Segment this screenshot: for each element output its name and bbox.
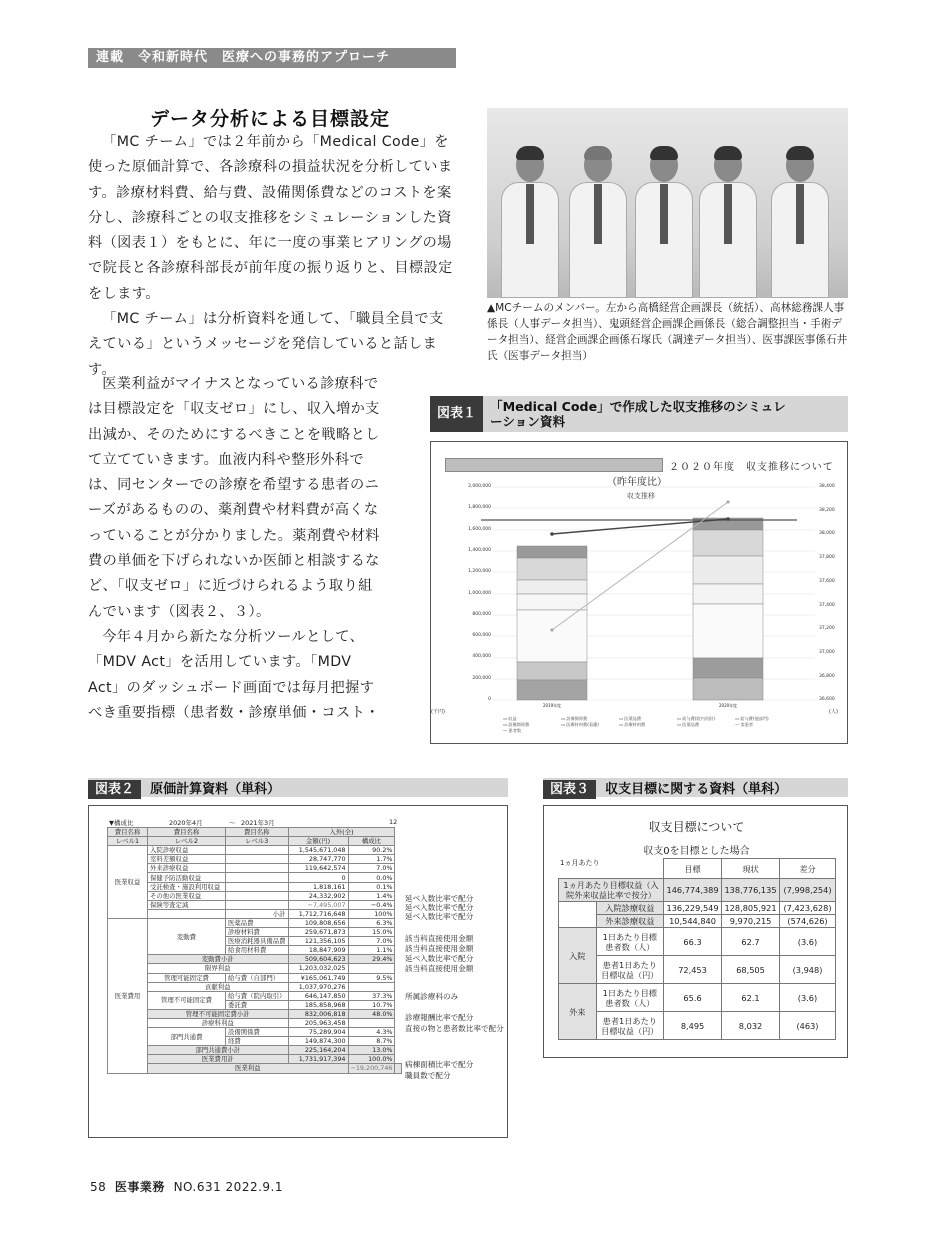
fig2-top-label: ▼構成比: [109, 819, 134, 827]
amount: 18,847,909: [288, 946, 348, 955]
row-label: 設備関係費: [226, 1028, 289, 1037]
hdr-cell: 費目名称: [108, 828, 148, 837]
y-tick-right: 36,800: [819, 673, 835, 679]
row-label: 保健予防活動収益: [148, 873, 226, 882]
amount: 121,356,105: [288, 937, 348, 946]
y-tick-right: 38,000: [819, 531, 835, 537]
row-label: 貢献利益: [148, 982, 289, 991]
person-figure: [635, 148, 693, 298]
article-body-lower: [88, 372, 384, 726]
row-label: その他の医業収益: [148, 891, 226, 900]
issue-info: NO.631 2022.9.1: [173, 1180, 283, 1194]
value-cell: 8,032: [722, 1012, 780, 1040]
chart-legend: [503, 716, 833, 734]
article-body-upper: [88, 130, 456, 383]
unit-left: (千円): [431, 709, 445, 715]
group-cell: 外来: [559, 984, 597, 1040]
amount: 28,747,770: [288, 855, 348, 864]
hdr-cell: レベル3: [226, 837, 289, 846]
amount: 1,818,161: [288, 882, 348, 891]
point: [726, 517, 730, 521]
note: 該当科直接使用金額: [405, 934, 474, 943]
col-header: 現状: [722, 859, 780, 879]
y-tick-left: 400,000: [472, 654, 491, 660]
row-label: 診療科利益: [148, 1018, 289, 1027]
amount: 119,642,574: [288, 864, 348, 873]
person-figure: [569, 148, 627, 298]
value-cell: 65.6: [664, 984, 722, 1012]
ratio: 37.3%: [348, 991, 395, 1000]
y-tick-right: 37,800: [819, 555, 835, 561]
y-tick-left: 2,000,000: [468, 484, 491, 489]
point: [550, 628, 553, 631]
team-photo: [487, 108, 848, 298]
amount: 1,712,716,648: [288, 909, 348, 918]
paragraph-4: 今年４月から新たな分析ツールとして、「MDV Act」を活用しています。「MDV Act」のダッシュボード画面では毎月把握すべき重要指標（患者数・診療単価・コスト・: [88, 628, 380, 721]
ratio: 1.4%: [348, 891, 395, 900]
ratio: 1.7%: [348, 855, 395, 864]
value-cell: 8,495: [664, 1012, 722, 1040]
note: 該当科直接使用金額: [405, 944, 474, 953]
fig3-header: [543, 778, 848, 797]
value-cell: (3.6): [780, 928, 836, 956]
note: 職員数で配分: [405, 1071, 451, 1080]
hdr-cell: 入外(全): [288, 828, 395, 837]
fig3-per-month: 1ヵ月あたり: [560, 859, 600, 867]
ratio: 0.1%: [348, 882, 395, 891]
row-label: 1日あたり目標患者数（人）: [596, 928, 663, 956]
y-tick-left: 1,000,000: [468, 590, 491, 596]
magazine-name: 医事業務: [114, 1180, 165, 1194]
row-label: 受託検査・施設利用収益: [148, 882, 226, 891]
legend-item: ▭ 給与費(他部門): [735, 716, 769, 721]
group-cell: 医業収益: [108, 846, 148, 919]
ratio: 90.2%: [348, 846, 395, 855]
amount: ¥165,061,749: [288, 973, 348, 982]
hdr-cell: 費目名称: [226, 828, 289, 837]
ratio: 100.0%: [348, 1055, 395, 1064]
ratio: 15.0%: [348, 928, 395, 937]
note: 直接の物と患者数比率で配分: [405, 1024, 504, 1033]
row-label: 1ヵ月あたり目標収益（入院外来収益比率で按分）: [559, 879, 664, 902]
person-figure: [771, 148, 829, 298]
row-label: 医療消耗器具備品費: [226, 937, 289, 946]
legend-item: ▭ 設備関係費: [503, 722, 530, 727]
y-tick-right: 38,200: [819, 507, 835, 513]
fig1-chart-box: [430, 441, 848, 744]
y-tick-right: 38,400: [819, 484, 835, 489]
ratio: 1.1%: [348, 946, 395, 955]
fig3-table-title: 収支目標について: [648, 820, 745, 834]
y-tick-right: 37,600: [819, 578, 835, 584]
legend-item: ▭ 医薬品費: [619, 716, 642, 721]
amount: 24,332,902: [288, 891, 348, 900]
col-header: 差分: [780, 859, 836, 879]
value-cell: 128,805,921: [722, 902, 780, 915]
row-label: 管理可能固定費: [148, 973, 226, 982]
cost-table: [107, 827, 402, 1074]
hdr-cell: レベル1: [108, 837, 148, 846]
row-label: 委託費: [226, 1000, 289, 1009]
amount: 832,006,818: [288, 1009, 348, 1018]
fig1-header: [430, 396, 848, 432]
bar-2019: [517, 546, 587, 700]
group-cell: 変動費: [148, 918, 226, 954]
amount: 185,858,968: [288, 1000, 348, 1009]
row-label: 1日あたり目標患者数（人）: [596, 984, 663, 1012]
y-tick-right: 37,400: [819, 602, 835, 608]
amount: 0: [288, 873, 348, 882]
ratio: 48.0%: [348, 1009, 395, 1018]
row-label: 入院診療収益: [596, 902, 663, 915]
ratio: 4.3%: [348, 1028, 395, 1037]
ratio: 100%: [348, 909, 395, 918]
row-label: 室料差額収益: [148, 855, 226, 864]
row-label: 管理不可能固定費小計: [148, 1009, 289, 1018]
hdr-cell: 費目名称: [148, 828, 226, 837]
hdr-cell: 金額(円): [288, 837, 348, 846]
stacked-bar-chart: [431, 442, 849, 745]
y-tick-left: 1,200,000: [468, 569, 491, 575]
col-header: 目標: [664, 859, 722, 879]
amount: 1,203,032,025: [288, 964, 348, 973]
amount: −19,200,746: [348, 1064, 395, 1073]
y-tick-left: 800,000: [472, 611, 491, 617]
legend-item: ▭ 収益: [503, 716, 517, 721]
row-label: 医業費用計: [148, 1055, 289, 1064]
fig3-title: 収支目標に関する資料（単科）: [605, 782, 788, 797]
ratio: −0.4%: [348, 900, 395, 909]
value-cell: 62.1: [722, 984, 780, 1012]
amount: 259,671,873: [288, 928, 348, 937]
amount: 509,604,623: [288, 955, 348, 964]
y-tick-right: 37,200: [819, 626, 835, 632]
point: [550, 532, 554, 536]
hdr-cell: 構成比: [348, 837, 395, 846]
value-cell: (7,998,254): [780, 879, 836, 902]
amount: 1,037,970,276: [288, 982, 348, 991]
amount: 225,164,204: [288, 1046, 348, 1055]
value-cell: (3.6): [780, 984, 836, 1012]
row-label: 外来診療収益: [596, 915, 663, 928]
chart-inner-label: 収支推移: [627, 492, 655, 500]
fig2-box: [88, 805, 508, 1138]
group-cell: 部門共通費: [148, 1028, 226, 1046]
hdr-cell: レベル2: [148, 837, 226, 846]
ratio: 13.0%: [348, 1046, 395, 1055]
x-tick: 2020年度: [719, 703, 738, 708]
target-table: [558, 858, 836, 1040]
row-label: 診療材料費: [226, 928, 289, 937]
period-to: 2021年3月: [241, 819, 275, 827]
amount: 205,963,458: [288, 1018, 348, 1027]
row-label: 患者1日あたり目標収益（円）: [596, 1012, 663, 1040]
value-cell: 138,776,135: [722, 879, 780, 902]
y-tick-right: 37,000: [819, 649, 835, 655]
note: 該当科直接使用金額: [405, 964, 474, 973]
row-label: 入院診療収益: [148, 846, 226, 855]
ratio: 8.7%: [348, 1037, 395, 1046]
value-cell: (3,948): [780, 956, 836, 984]
chart-title: ２０２０年度 収支推移について: [669, 462, 834, 473]
amount: 646,147,850: [288, 991, 348, 1000]
fig2-title: 原価計算資料（単科）: [150, 782, 281, 797]
fig2-header: [88, 778, 508, 797]
value-cell: 66.3: [664, 928, 722, 956]
value-cell: 72,453: [664, 956, 722, 984]
amount: 109,808,656: [288, 918, 348, 927]
row-label: 限界利益: [148, 964, 289, 973]
page-number: 58: [90, 1180, 107, 1194]
value-cell: 10,544,840: [664, 915, 722, 928]
row-label: 経費: [226, 1037, 289, 1046]
ratio: 29.4%: [348, 955, 395, 964]
page-footer: [90, 1178, 283, 1195]
legend-item: ▭ 診療材料費: [619, 722, 646, 727]
note: 延べ入数比率で配分: [405, 903, 474, 912]
y-tick-left: 1,600,000: [468, 526, 491, 532]
paragraph-3: 医業利益がマイナスとなっている診療科では目標設定を「収支ゼロ」にし、収入増か支出減か、そのためにするべきことを戦略として立てていきます。血液内科や整形外科では、同センターでの診療を希望する患者のニーズがあるものの、薬剤費や材料費が高くなっていることが分かりました。薬剤費や材料費の単価を下げられないか医師と相談するなど、「収支ゼロ」に近づけられるよう取り組んでいます（図表２、３）。: [88, 376, 380, 620]
fig1-title: 「Medical Code」で作成した収支推移のシミュレーション資料: [490, 399, 786, 429]
row-label: 患者1日あたり目標収益（円）: [596, 956, 663, 984]
row-label: 給与費（院内取引）: [226, 991, 289, 1000]
point: [726, 500, 729, 503]
value-cell: (463): [780, 1012, 836, 1040]
value-cell: 9,970,215: [722, 915, 780, 928]
bar-2020: [693, 518, 763, 700]
fig2-label: 図表２: [88, 780, 141, 799]
legend-item: ▭ 医薬品費: [677, 722, 700, 727]
y-tick-left: 600,000: [472, 633, 491, 639]
fig3-box: [543, 805, 848, 1058]
row-label: 部門共通費小計: [148, 1046, 289, 1055]
legend-item: ▭ 給与費(院内負担): [677, 716, 715, 721]
value-cell: 62.7: [722, 928, 780, 956]
person-figure: [501, 148, 559, 298]
chart-subtitle: （昨年度比）: [607, 477, 667, 488]
fig1-label: 図表１: [430, 396, 483, 432]
paragraph-2: 「MC チーム」は分析資料を通して、「職員全員で支えている」というメッセージを発信していると話します。: [88, 311, 444, 378]
photo-caption: ▲MCチームのメンバー。左から高橋経営企画課長（統括）、高林総務課人事係長（人事データ担当）、鬼頭経営企画課企画係長（総合調整担当・手術データ担当）、経営企画課企画係石塚氏（調達データ担当）、医事課医事係石井氏（医事データ担当）: [487, 302, 848, 362]
value-cell: 136,229,549: [664, 902, 722, 915]
row-label: 保険等査定減: [148, 900, 226, 909]
row-label: 外来診療収益: [148, 864, 226, 873]
article-heading: データ分析による目標設定: [150, 108, 391, 130]
legend-item: — 実患者: [735, 722, 754, 727]
note: 診療報酬比率で配分: [405, 1013, 474, 1022]
row-label: 給食用材料費: [226, 946, 289, 955]
legend-item: ▭ 医療材料費(看護): [561, 722, 599, 727]
ratio: 10.7%: [348, 1000, 395, 1009]
legend-item: — 患者数: [503, 728, 522, 733]
ratio: 0.0%: [348, 873, 395, 882]
y-tick-left: 1,400,000: [468, 547, 491, 553]
value-cell: 68,505: [722, 956, 780, 984]
ratio: 7.0%: [348, 864, 395, 873]
x-tick: 2019年度: [543, 703, 562, 708]
row-label: 変動費小計: [148, 955, 289, 964]
group-cell: 管理不可能固定費: [148, 991, 226, 1009]
amount: 149,874,300: [288, 1037, 348, 1046]
note: 延べ入数比率で配分: [405, 954, 474, 963]
ratio: 9.5%: [348, 973, 395, 982]
group-cell: 医業利益: [148, 1064, 349, 1073]
value-cell: (574,626): [780, 915, 836, 928]
note: 延べ入数比率で配分: [405, 894, 474, 903]
period-from: 2020年4月: [169, 819, 203, 827]
amount: 75,289,904: [288, 1028, 348, 1037]
unit-right: (人): [829, 709, 838, 715]
row-label: 給与費（自部門）: [226, 973, 289, 982]
legend-item: ▭ 設備関係費: [561, 716, 588, 721]
note: 延べ入数比率で配分: [405, 912, 474, 921]
y-tick-left: 1,800,000: [468, 505, 491, 511]
y-tick-left: 200,000: [472, 675, 491, 681]
amount: 1,731,917,394: [288, 1055, 348, 1064]
ratio: 7.0%: [348, 937, 395, 946]
y-tick-left: 0: [488, 697, 491, 702]
note: 所属診療科のみ: [405, 992, 459, 1001]
fig3-label: 図表３: [543, 780, 596, 799]
paragraph-1: 「MC チーム」では２年前から「Medical Code」を使った原価計算で、各診療科の損益状況を分析しています。診療材料費、給与費、設備関係費などのコストを案分し、診療科ごとの収支推移をシミュレーションした資料（図表１）をもとに、年に一度の事業ヒアリングの場で院長と各診療科部長が前年度の振り返りと、目標設定をします。: [88, 134, 453, 302]
amount: 1,545,671,048: [288, 846, 348, 855]
group-cell: 入院: [559, 928, 597, 984]
page-no: 12: [389, 818, 398, 826]
group-cell: 医業費用: [108, 918, 148, 1073]
fig3-subtitle: 収支0を目標とした場合: [643, 846, 750, 857]
value-cell: (7,423,628): [780, 902, 836, 915]
row-label: 小計: [226, 909, 289, 918]
amount: −7,495,007: [288, 900, 348, 909]
value-cell: 146,774,389: [664, 879, 722, 902]
ratio: 6.3%: [348, 918, 395, 927]
period-tilde: ～: [229, 819, 236, 827]
row-label: 医薬品費: [226, 918, 289, 927]
person-figure: [699, 148, 757, 298]
series-banner: 連載 令和新時代 医療への事務的アプローチ: [88, 48, 456, 68]
note: 病棟面積比率で配分: [405, 1060, 474, 1069]
y-tick-right: 36,600: [819, 697, 835, 703]
